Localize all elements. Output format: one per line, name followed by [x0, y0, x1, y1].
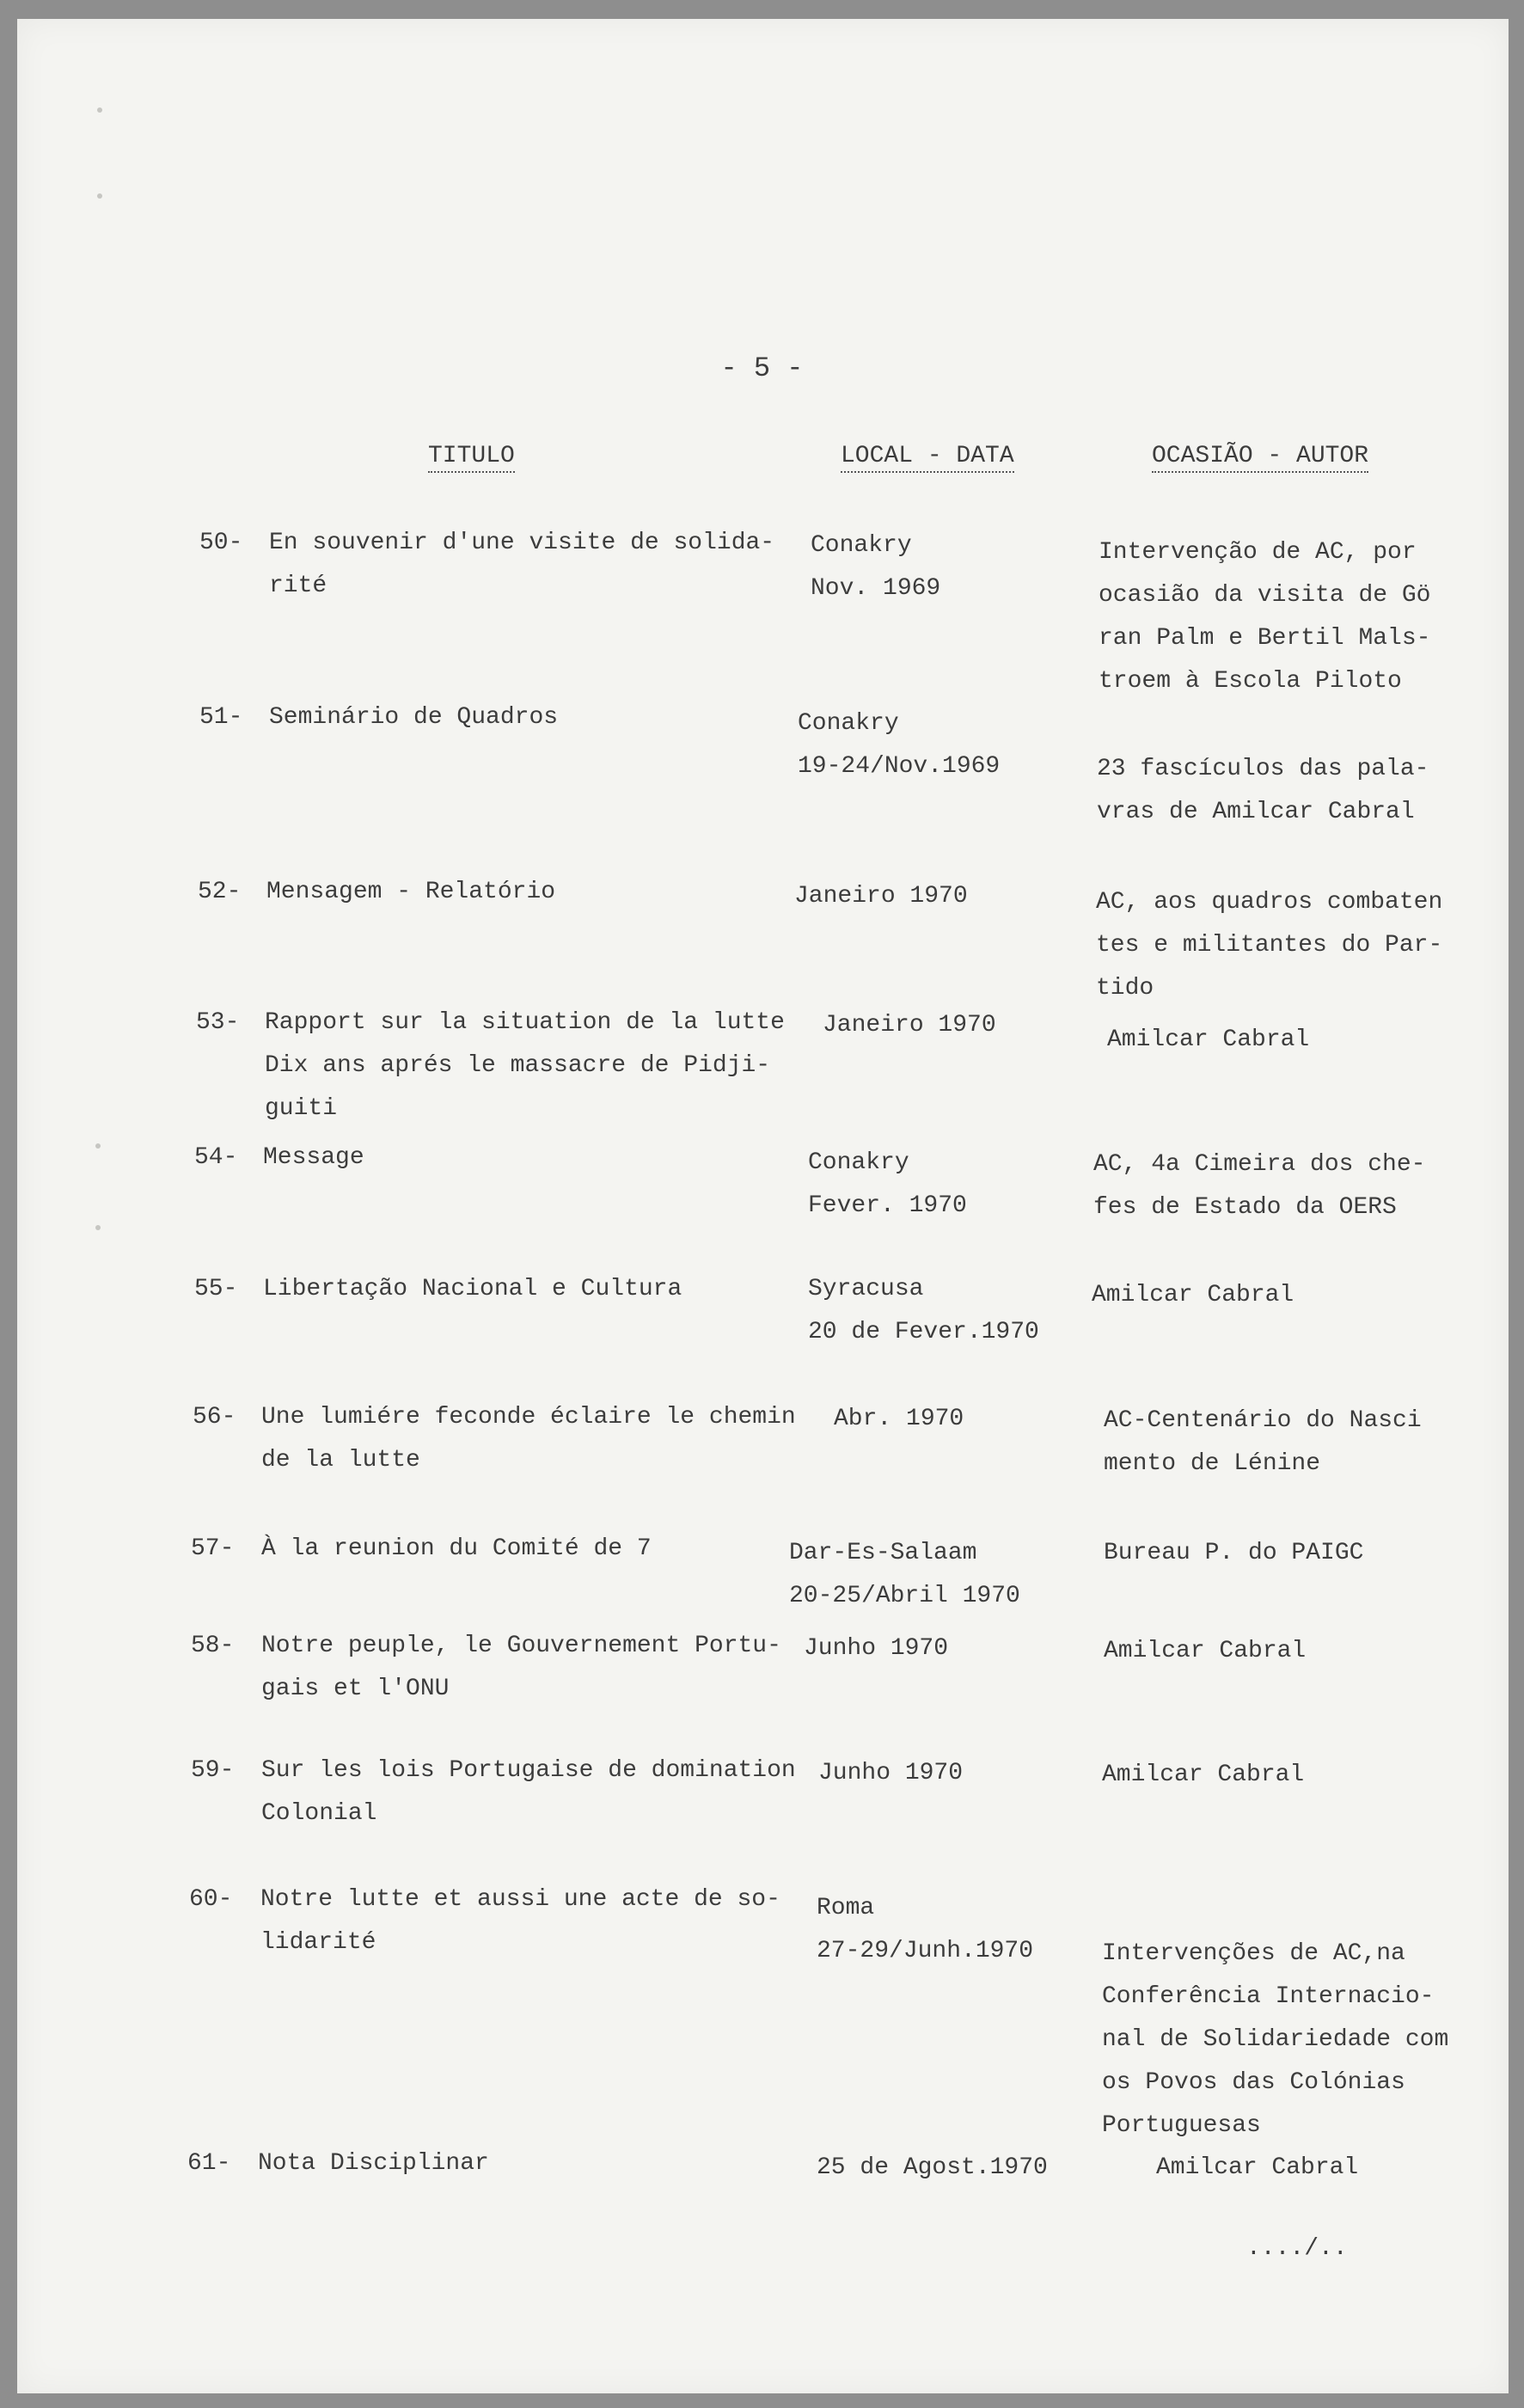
entry-number: 57-	[191, 1535, 235, 1562]
entry-title-line: Dix ans aprés le massacre de Pidji-	[265, 1052, 771, 1079]
entry-title-line: Seminário de Quadros	[269, 704, 559, 731]
entry-ocasiao-line: tes e militantes do Par-	[1096, 932, 1443, 959]
entry-ocasiao-line: Amilcar Cabral	[1092, 1282, 1294, 1308]
entry-number: 61-	[187, 2150, 231, 2177]
entry-ocasiao-line: AC, aos quadros combaten	[1096, 889, 1443, 916]
entry-local-data-line: Syracusa	[808, 1276, 924, 1302]
entry-ocasiao-line: Amilcar Cabral	[1156, 2154, 1359, 2181]
entry-local-data-line: Dar-Es-Salaam	[789, 1540, 977, 1566]
entry-local-data-line: Conakry	[798, 710, 899, 737]
entry-ocasiao-line: ran Palm e Bertil Mals-	[1099, 625, 1431, 652]
entry-number: 56-	[193, 1404, 236, 1431]
entry-local-data-line: Fever. 1970	[808, 1192, 967, 1219]
entry-title-line: Notre lutte et aussi une acte de so-	[260, 1886, 780, 1913]
entry-ocasiao-line: Amilcar Cabral	[1107, 1026, 1310, 1053]
entry-title-line: En souvenir d'une visite de solida-	[269, 530, 775, 556]
entry-local-data-line: Junho 1970	[804, 1635, 949, 1662]
punch-hole	[97, 193, 102, 199]
entry-local-data-line: 19-24/Nov.1969	[798, 753, 1001, 780]
entry-ocasiao-line: tido	[1096, 975, 1154, 1002]
entry-ocasiao-line: Portuguesas	[1102, 2112, 1261, 2139]
entry-ocasiao-line: troem à Escola Piloto	[1099, 668, 1402, 695]
entry-ocasiao-line: AC-Centenário do Nasci	[1104, 1407, 1422, 1434]
entry-local-data-line: Junho 1970	[818, 1760, 964, 1786]
entry-ocasiao-line: AC, 4a Cimeira dos che-	[1093, 1151, 1426, 1178]
entry-ocasiao-line: Intervenções de AC,na	[1102, 1940, 1405, 1967]
entry-number: 59-	[191, 1757, 235, 1784]
entry-title-line: Notre peuple, le Gouvernement Portu-	[261, 1633, 781, 1659]
entry-number: 50-	[199, 530, 243, 556]
punch-hole	[95, 1225, 101, 1230]
entry-title-line: Rapport sur la situation de la lutte	[265, 1009, 785, 1036]
entry-ocasiao-line: Conferência Internacio-	[1102, 1983, 1435, 2010]
punch-hole	[97, 107, 102, 113]
entry-local-data-line: Janeiro 1970	[823, 1012, 996, 1039]
entry-title-line: Nota Disciplinar	[258, 2150, 489, 2177]
header-titulo: TITULO	[428, 443, 515, 473]
continuation-mark: ..../..	[1246, 2235, 1348, 2262]
entry-title-line: lidarité	[260, 1929, 376, 1956]
entry-ocasiao-line: vras de Amilcar Cabral	[1097, 799, 1415, 825]
entry-local-data-line: 27-29/Junh.1970	[817, 1938, 1034, 1964]
header-ocasiao-autor: OCASIÃO - AUTOR	[1152, 443, 1368, 473]
entry-ocasiao-line: Amilcar Cabral	[1102, 1762, 1305, 1788]
entry-local-data-line: 25 de Agost.1970	[817, 2154, 1048, 2181]
entry-local-data-line: Abr. 1970	[834, 1406, 964, 1432]
entry-ocasiao-line: fes de Estado da OERS	[1093, 1194, 1397, 1221]
entry-number: 53-	[196, 1009, 240, 1036]
entry-ocasiao-line: os Povos das Colónias	[1102, 2069, 1405, 2096]
entry-ocasiao-line: ocasião da visita de Gö	[1099, 582, 1431, 609]
entry-local-data-line: Roma	[817, 1895, 875, 1921]
entry-number: 54-	[194, 1144, 238, 1171]
entry-ocasiao-line: nal de Solidariedade com	[1102, 2026, 1449, 2053]
header-local-data: LOCAL - DATA	[841, 443, 1014, 473]
page-number: - 5 -	[720, 352, 804, 384]
entry-ocasiao-line: Amilcar Cabral	[1104, 1638, 1307, 1664]
entry-local-data-line: 20 de Fever.1970	[808, 1319, 1039, 1345]
entry-title-line: À la reunion du Comité de 7	[261, 1535, 652, 1562]
entry-number: 55-	[194, 1276, 238, 1302]
entry-local-data-line: 20-25/Abril 1970	[789, 1583, 1020, 1609]
entry-ocasiao-line: mento de Lénine	[1104, 1450, 1321, 1477]
entry-number: 52-	[198, 879, 242, 905]
entry-local-data-line: Janeiro 1970	[794, 883, 968, 910]
entry-ocasiao-line: Intervenção de AC, por	[1099, 539, 1417, 566]
entry-title-line: Mensagem - Relatório	[266, 879, 556, 905]
entry-local-data-line: Conakry	[811, 532, 912, 559]
entry-title-line: Sur les lois Portugaise de domination	[261, 1757, 796, 1784]
entry-title-line: Libertação Nacional e Cultura	[263, 1276, 682, 1302]
entry-title-line: Message	[263, 1144, 364, 1171]
entry-ocasiao-line: 23 fascículos das pala-	[1097, 756, 1429, 782]
entry-number: 60-	[189, 1886, 233, 1913]
entry-local-data-line: Nov. 1969	[811, 575, 941, 602]
entry-number: 51-	[199, 704, 243, 731]
entry-title-line: Colonial	[261, 1800, 377, 1827]
entry-ocasiao-line: Bureau P. do PAIGC	[1104, 1540, 1364, 1566]
entry-number: 58-	[191, 1633, 235, 1659]
entry-title-line: de la lutte	[261, 1447, 420, 1474]
entry-title-line: gais et l'ONU	[261, 1676, 450, 1702]
entry-local-data-line: Conakry	[808, 1149, 909, 1176]
entry-title-line: Une lumiére feconde éclaire le chemin	[261, 1404, 796, 1431]
entry-title-line: rité	[269, 573, 327, 599]
punch-hole	[95, 1143, 101, 1149]
entry-title-line: guiti	[265, 1095, 338, 1122]
